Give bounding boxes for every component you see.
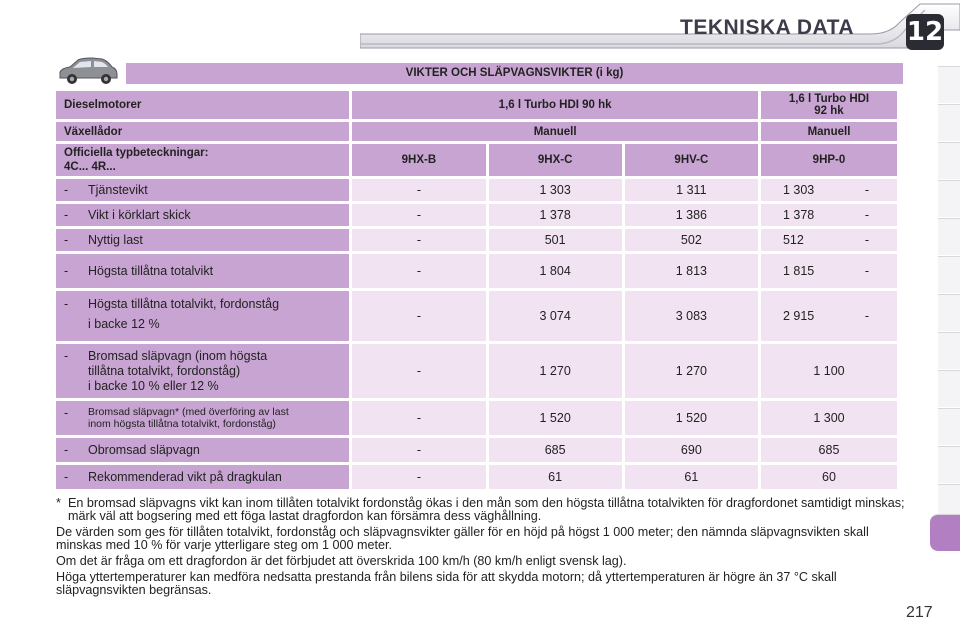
gearbox-2: Manuell [761, 122, 897, 141]
engine-1: 1,6 l Turbo HDI 90 hk [352, 91, 758, 119]
row-label [56, 344, 349, 398]
note-paragraph: Om det är fråga om ett dragfordon är det förbjudet att överskrida 100 km/h (80 km/h enligt svensk lag). [56, 554, 627, 568]
row-value [761, 229, 897, 251]
row-label-line3: i backe 10 % eller 12 % [88, 378, 219, 393]
table-row [56, 344, 897, 398]
row-value: 1 303 [489, 179, 622, 201]
row-label-text: Högsta tillåtna totalvikt [88, 263, 214, 278]
chapter-tab[interactable] [938, 332, 960, 369]
table-row [56, 401, 897, 435]
row-value: 60 [761, 465, 897, 489]
type-code: 9HX-C [489, 144, 622, 176]
row-value: 1 520 [489, 401, 622, 435]
row-value-b: - [864, 183, 869, 197]
engine-header-row [56, 91, 897, 119]
row-label-text: Tjänstevikt [88, 182, 148, 197]
row-dash: - [64, 469, 69, 484]
note-paragraph: Höga yttertemperaturer kan medföra nedsatta prestanda från bilens sida för att skydda motorn; då yttertemperaturen är högre än 37 °C skall släpvagnsvikten begränsas. [56, 570, 837, 597]
row-label-text [88, 406, 349, 430]
row-value: 1 100 [761, 344, 897, 398]
header-band [360, 0, 960, 58]
row-dash: - [64, 348, 69, 363]
gearbox-label: Växellådor [56, 122, 349, 141]
engine-2 [761, 91, 897, 119]
row-value: 3 083 [625, 291, 758, 341]
row-value: - [352, 179, 485, 201]
row-label-text [88, 297, 349, 336]
row-value: 1 813 [625, 254, 758, 288]
type-label [56, 144, 349, 176]
row-value: - [352, 229, 485, 251]
row-value: 685 [761, 438, 897, 462]
gearbox-row [56, 122, 897, 141]
row-label-text: Nyttig last [88, 232, 143, 247]
row-label [56, 465, 349, 489]
chapter-tab[interactable] [938, 294, 960, 331]
row-value: 1 270 [625, 344, 758, 398]
chapter-tab[interactable] [938, 370, 960, 407]
row-value: 1 804 [489, 254, 622, 288]
type-label-line1: Officiella typbeteckningar: [64, 147, 209, 159]
table-row [56, 254, 897, 288]
row-value: 1 270 [489, 344, 622, 398]
chapter-number-badge: 12 [906, 14, 944, 50]
row-value: 1 378 [489, 204, 622, 226]
row-value: 501 [489, 229, 622, 251]
row-value-b: - [864, 208, 869, 222]
row-label [56, 179, 349, 201]
chapter-tabs [938, 66, 960, 576]
row-label-line1: Bromsad släpvagn (inom högsta [88, 348, 268, 363]
row-value: 61 [625, 465, 758, 489]
table-row [56, 438, 897, 462]
row-value: 1 311 [625, 179, 758, 201]
row-label-line2: i backe 12 % [88, 316, 160, 331]
notes-section [56, 497, 906, 600]
row-label [56, 438, 349, 462]
footnote [56, 497, 906, 523]
row-value-a: 1 303 [782, 183, 815, 197]
table-row [56, 291, 897, 341]
type-code: 9HP-0 [761, 144, 897, 176]
row-value: 61 [489, 465, 622, 489]
row-value-a: 2 915 [782, 309, 815, 323]
type-row [56, 144, 897, 176]
weights-table [53, 88, 900, 492]
row-label [56, 229, 349, 251]
footnote-text: En bromsad släpvagns vikt kan inom tillåten totalvikt fordonståg ökas i den mån som den högsta tillåtna totalvikten för dragfordonet samtidigt minskas; märk väl att bogsering med ett föga lastat dragfordon kan försämra dess väghållning. [68, 496, 905, 523]
row-label-text: Rekommenderad vikt på dragkulan [88, 469, 282, 484]
engines-label: Dieselmotorer [56, 91, 349, 119]
row-value: 685 [489, 438, 622, 462]
chapter-tab[interactable] [938, 256, 960, 293]
row-value-a: 1 378 [782, 208, 815, 222]
chapter-tab[interactable] [938, 180, 960, 217]
page-number: 217 [906, 604, 933, 621]
engine-2-line2: 92 hk [814, 105, 844, 117]
page-title: TEKNISKA DATA [680, 16, 855, 39]
row-value: 1 300 [761, 401, 897, 435]
chapter-tab[interactable] [938, 142, 960, 179]
row-value: 3 074 [489, 291, 622, 341]
row-label [56, 401, 349, 435]
type-code: 9HX-B [352, 144, 485, 176]
row-value: - [352, 204, 485, 226]
row-value-b: - [864, 233, 869, 247]
type-label-line2: 4C... 4R... [64, 161, 116, 173]
row-value: 502 [625, 229, 758, 251]
row-dash: - [64, 406, 69, 420]
row-value: - [352, 344, 485, 398]
table-row [56, 229, 897, 251]
row-value: - [352, 438, 485, 462]
row-label-text: Obromsad släpvagn [88, 442, 200, 457]
row-dash: - [64, 296, 69, 311]
chapter-tab[interactable] [938, 66, 960, 103]
row-value: - [352, 254, 485, 288]
row-label [56, 254, 349, 288]
row-label-text: Vikt i körklart skick [88, 207, 191, 222]
row-value [761, 291, 897, 341]
row-value: - [352, 401, 485, 435]
chapter-tab[interactable] [938, 104, 960, 141]
type-code: 9HV-C [625, 144, 758, 176]
engine-2-line1: 1,6 l Turbo HDI [788, 93, 870, 105]
row-label-line1: Högsta tillåtna totalvikt, fordonståg [88, 296, 280, 311]
row-label-line2: inom högsta tillåtna totalvikt, fordonståg) [88, 418, 276, 430]
table-row [56, 204, 897, 226]
table-row [56, 465, 897, 489]
row-value [761, 204, 897, 226]
row-value: - [352, 465, 485, 489]
car-icon [56, 56, 120, 86]
row-dash: - [64, 207, 69, 222]
row-value: 690 [625, 438, 758, 462]
row-value-a: 512 [782, 233, 804, 247]
footnote-star: * [56, 496, 61, 510]
row-dash: - [64, 442, 69, 457]
row-value [761, 254, 897, 288]
row-value-a: 1 815 [782, 264, 815, 278]
row-value: - [352, 291, 485, 341]
chapter-tab[interactable] [938, 446, 960, 483]
gearbox-1: Manuell [352, 122, 758, 141]
row-label-line1: Bromsad släpvagn* (med överföring av last [88, 406, 289, 418]
chapter-tab-active[interactable] [930, 514, 960, 551]
row-value: 1 520 [625, 401, 758, 435]
row-value-b: - [864, 309, 869, 323]
note-paragraph: De värden som ges för tillåten totalvikt, fordonståg och släpvagnsvikter gäller för en höjd på högst 1 000 meter; den nämnda släpvagnsvikten skall minskas med 10 % för varje ytterligare steg om 1 000 meter. [56, 525, 869, 552]
row-dash: - [64, 232, 69, 247]
row-value [761, 179, 897, 201]
row-dash: - [64, 263, 69, 278]
table-row [56, 179, 897, 201]
row-label-text [88, 349, 349, 394]
row-value: 1 386 [625, 204, 758, 226]
chapter-tab[interactable] [938, 408, 960, 445]
row-label-line2: tillåtna totalvikt, fordonståg) [88, 363, 241, 378]
row-dash: - [64, 182, 69, 197]
chapter-tab[interactable] [938, 218, 960, 255]
row-label [56, 204, 349, 226]
row-label [56, 291, 349, 341]
table-title: VIKTER OCH SLÄPVAGNSVIKTER (i kg) [126, 63, 903, 84]
row-value-b: - [864, 264, 869, 278]
